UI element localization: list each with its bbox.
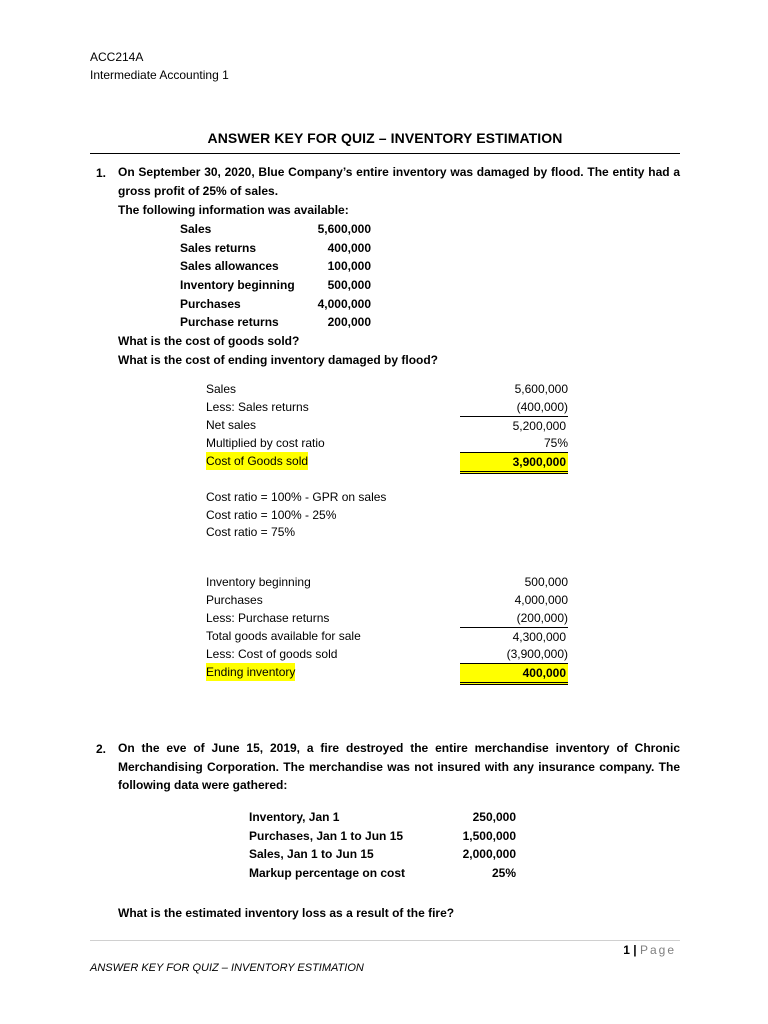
given-label: Inventory, Jan 1 bbox=[249, 810, 340, 824]
given-row bbox=[180, 239, 371, 258]
q1-number: 1. bbox=[96, 166, 107, 180]
calc-value: 5,600,000 bbox=[514, 382, 568, 396]
given-row bbox=[180, 313, 371, 332]
calc-label: Multiplied by cost ratio bbox=[206, 436, 325, 450]
calc-label: Less: Cost of goods sold bbox=[206, 647, 338, 661]
calc-row bbox=[206, 573, 568, 591]
given-label: Sales returns bbox=[180, 240, 257, 255]
q1-question-b: What is the cost of ending inventory damaged by flood? bbox=[118, 353, 439, 367]
course-code: ACC214A bbox=[90, 50, 144, 64]
calc-value: (400,000) bbox=[516, 400, 568, 414]
cost-ratio-line: Cost ratio = 100% - GPR on sales bbox=[206, 490, 387, 504]
given-row bbox=[249, 864, 516, 883]
q2-given-table bbox=[249, 808, 516, 883]
calc-row bbox=[206, 645, 568, 663]
page-word: Page bbox=[639, 943, 676, 957]
q2-number: 2. bbox=[96, 742, 107, 756]
calc-value: 500,000 bbox=[524, 575, 568, 589]
title-underline bbox=[90, 153, 680, 154]
calc-value: 4,300,000 bbox=[460, 627, 568, 646]
given-label: Sales allowances bbox=[180, 259, 279, 274]
given-label: Inventory beginning bbox=[180, 278, 295, 293]
calc-value: (3,900,000) bbox=[506, 647, 568, 661]
given-value: 100,000 bbox=[327, 259, 371, 274]
given-label: Purchases, Jan 1 to Jun 15 bbox=[249, 828, 404, 843]
given-row bbox=[249, 808, 516, 827]
q1-intro: On September 30, 2020, Blue Company’s entire inventory was damaged by flood. The entity had a gross profit of 25% of sales. bbox=[118, 165, 680, 198]
cogs-total-label: Cost of Goods sold bbox=[206, 454, 309, 468]
given-value: 250,000 bbox=[472, 810, 516, 824]
given-value: 2,000,000 bbox=[462, 847, 516, 862]
page-header bbox=[90, 48, 229, 84]
cogs-total-value: 3,900,000 bbox=[460, 452, 568, 474]
ending-inventory-computation bbox=[206, 573, 568, 681]
ending-inventory-value: 400,000 bbox=[460, 663, 568, 685]
calc-row-total bbox=[206, 663, 568, 681]
given-label: Sales, Jan 1 to Jun 15 bbox=[249, 847, 374, 862]
calc-label: Inventory beginning bbox=[206, 575, 311, 589]
given-label: Purchases bbox=[180, 296, 241, 311]
given-value: 4,000,000 bbox=[317, 296, 371, 311]
calc-label: Net sales bbox=[206, 418, 257, 432]
given-value: 1,500,000 bbox=[462, 828, 516, 843]
cogs-computation bbox=[206, 380, 568, 470]
page-number bbox=[623, 943, 676, 957]
calc-row bbox=[206, 380, 568, 398]
calc-label: Sales bbox=[206, 382, 237, 396]
given-row bbox=[180, 276, 371, 295]
calc-row bbox=[206, 398, 568, 416]
calc-label: Less: Sales returns bbox=[206, 400, 309, 414]
given-value: 500,000 bbox=[327, 278, 371, 293]
calc-value: (200,000) bbox=[516, 611, 568, 625]
footer-divider bbox=[90, 940, 680, 941]
q1-question-a: What is the cost of goods sold? bbox=[118, 334, 300, 348]
given-row bbox=[180, 257, 371, 276]
given-row bbox=[249, 827, 516, 846]
cost-ratio-line: Cost ratio = 100% - 25% bbox=[206, 507, 337, 522]
given-label: Purchase returns bbox=[180, 315, 279, 330]
calc-row bbox=[206, 591, 568, 609]
page-number-value: 1 bbox=[623, 943, 630, 957]
calc-label: Total goods available for sale bbox=[206, 629, 361, 643]
calc-row bbox=[206, 627, 568, 645]
calc-row-total bbox=[206, 452, 568, 470]
ending-inventory-label: Ending inventory bbox=[206, 665, 296, 679]
given-value: 400,000 bbox=[327, 240, 371, 255]
calc-label: Less: Purchase returns bbox=[206, 611, 330, 625]
calc-row bbox=[206, 434, 568, 452]
given-row bbox=[180, 295, 371, 314]
cost-ratio-line: Cost ratio = 75% bbox=[206, 525, 296, 539]
q2-intro: On the eve of June 15, 2019, a fire destroyed the entire merchandise inventory of Chronic Merchandising Corporation. The merchandise was not insured with any insurance company. The following data were gathered: bbox=[118, 741, 680, 792]
given-label: Sales bbox=[180, 222, 212, 236]
q1-info-lead: The following information was available: bbox=[118, 203, 349, 217]
calc-row bbox=[206, 609, 568, 627]
calc-value: 4,000,000 bbox=[514, 593, 568, 607]
given-row bbox=[180, 220, 371, 239]
given-value: 25% bbox=[491, 866, 516, 881]
given-value: 5,600,000 bbox=[317, 222, 371, 236]
document-title: ANSWER KEY FOR QUIZ – INVENTORY ESTIMATION bbox=[207, 130, 563, 146]
q1-given-table bbox=[180, 220, 371, 332]
q2-question: What is the estimated inventory loss as a result of the fire? bbox=[118, 906, 455, 920]
given-label: Markup percentage on cost bbox=[249, 866, 406, 881]
calc-label: Purchases bbox=[206, 593, 263, 607]
calc-value: 5,200,000 bbox=[460, 416, 568, 435]
calc-value: 75% bbox=[543, 436, 568, 450]
given-row bbox=[249, 845, 516, 864]
given-value: 200,000 bbox=[327, 315, 371, 330]
cost-ratio-notes bbox=[206, 489, 386, 542]
footer-title: ANSWER KEY FOR QUIZ – INVENTORY ESTIMATION bbox=[90, 962, 364, 974]
page-separator: | bbox=[633, 943, 637, 957]
calc-row bbox=[206, 416, 568, 434]
course-name: Intermediate Accounting 1 bbox=[90, 68, 229, 82]
